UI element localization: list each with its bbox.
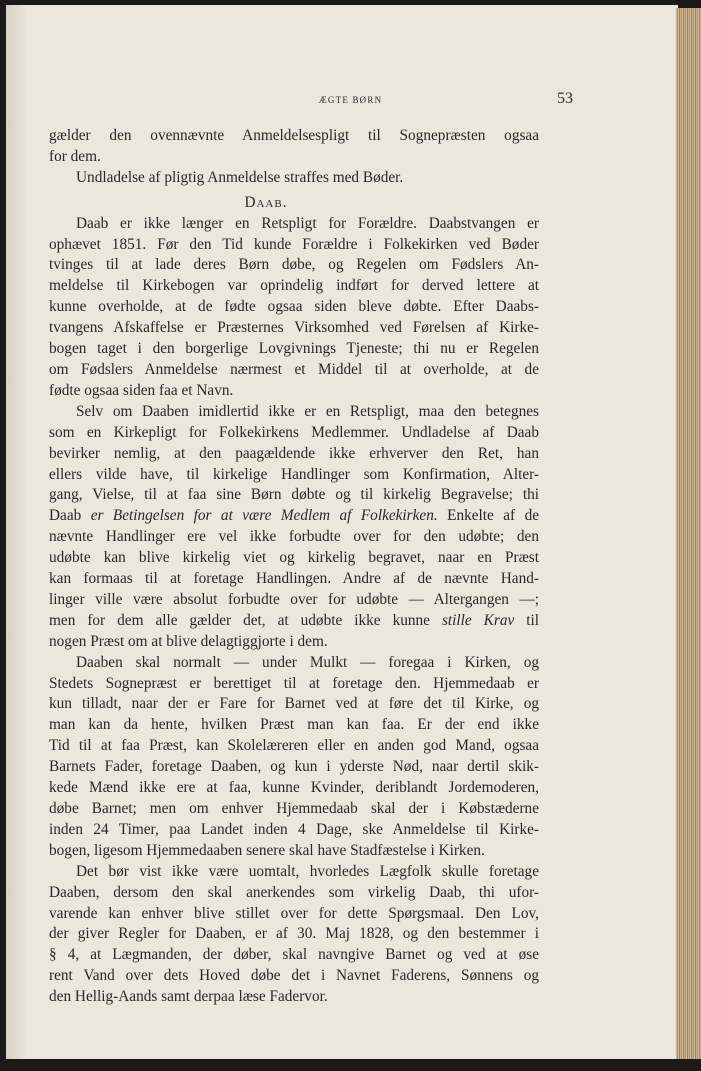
paragraph	[49, 168, 539, 189]
text-line: om Fødslers Anmeldelse nærmest et Middel til at overholde, at de	[49, 360, 539, 378]
text-line: gælder den ovennævnte Anmeldelsespligt til Sognepræsten ogsaa	[49, 127, 539, 144]
paragraph	[49, 126, 539, 168]
paragraph	[49, 862, 539, 1008]
text-line: man kan da hente, hvilken Præst man kan faa. Er der end ikke	[49, 716, 539, 734]
paragraph	[49, 214, 539, 402]
text-line: Daaben, dersom den skal anerkendes som virkelig Daab, thi ufor-	[49, 883, 539, 901]
text-line: udøbte kan blive kirkelig viet og kirkelig begravet, naar en Præst	[49, 549, 539, 567]
text-line: bogen taget i den borgerlige Lovgivnings Tjeneste; thi nu er Regelen	[49, 340, 539, 358]
text-line: kede Mænd ikke ere at faa, kunne Kvinder, deriblandt Jordemoderen,	[49, 779, 539, 797]
text-line: Selv om Daaben imidlertid ikke er en Retspligt, maa den betegnes	[76, 402, 539, 420]
paragraph	[49, 402, 539, 653]
section-heading: Daab.	[244, 193, 288, 211]
text-line: bogen, ligesom Hjemmedaaben senere skal have Stadfæstelse i Kirken.	[49, 841, 485, 859]
text-line: linger ville være absolut forbudte over for udøbte — Altergangen —;	[49, 590, 539, 608]
text-line	[49, 506, 539, 527]
text-line: gang, Vielse, til at faa sine Børn døbte og til kirkelig Begravelse; thi	[49, 486, 539, 504]
book-page-edges	[676, 8, 701, 1071]
text-line: rent Vand over dets Hoved døbe det i Navnet Faderens, Sønnens og	[49, 967, 539, 985]
text-run: til	[514, 611, 539, 629]
text-run: Daab	[49, 507, 91, 525]
text-line: Daaben skal normalt — under Mulkt — foregaa i Kirken, og	[76, 653, 539, 671]
text-line: nævnte Handlinger ere vel ikke forbudte over for den udøbte; den	[49, 528, 539, 546]
text-run: men for dem alle gælder det, at udøbte ikke kunne	[49, 611, 442, 629]
text-line: inden 24 Timer, paa Landet inden 4 Dage, ske Anmeldelse til Kirke-	[49, 820, 539, 838]
text-line: fødte ogsaa siden faa et Navn.	[49, 381, 234, 399]
text-line: Daab er ikke længer en Retspligt for Forældre. Daabstvangen er	[76, 214, 539, 232]
text-line: ellers vilde have, til kirkelige Handlinger som Konfirmation, Alter-	[49, 465, 539, 483]
gutter-shadow	[6, 5, 28, 1059]
page-number: 53	[557, 90, 573, 107]
text-line: meldelse til Kirkebogen var oprindelig indført for derved lettere at	[49, 277, 539, 295]
italic-text-run: stille Krav	[441, 611, 515, 629]
text-line: kan formaas til at foretage Handlingen. Andre af de nævnte Hand-	[49, 570, 539, 588]
text-line: for dem.	[49, 147, 101, 165]
paragraph	[49, 653, 539, 862]
text-line: Stedets Sognepræst er berettiget til at foretage den. Hjemmedaab er	[49, 674, 539, 692]
running-head: ÆGTE BØRN	[318, 95, 383, 105]
italic-text-run: er Betingelsen for at være Medlem af Folkekirken.	[90, 507, 438, 525]
text-line: nogen Præst om at blive delagtiggjorte i dem.	[49, 632, 328, 650]
text-line: som en Kirkepligt for Folkekirkens Medlemmer. Undladelse af Daab	[49, 423, 539, 441]
text-line: den Hellig-Aands samt derpaa læse Fadervor.	[49, 988, 328, 1006]
scan-bottom-border	[0, 1059, 701, 1071]
text-line: Undladelse af pligtig Anmeldelse straffes med Bøder.	[76, 168, 404, 186]
text-line: kunne overholde, at de fødte ogsaa siden bleve døbte. Efter Daabs-	[49, 298, 539, 316]
text-line: Barnets Fader, foretage Daaben, og kun i yderste Nød, naar dertil skik-	[49, 758, 539, 776]
text-line: bevirker nemlig, at den paagældende ikke erhverver den Ret, han	[49, 444, 539, 462]
text-line: kun tilladt, naar der er Fare for Barnet ved at føre det til Kirke, og	[49, 695, 539, 713]
text-line: Det bør vist ikke være uomtalt, hvorledes Lægfolk skulle foretage	[76, 862, 539, 880]
text-line: der giver Regler for Daaben, er af 30. Maj 1828, og den bestemmer i	[49, 925, 539, 943]
text-line: tvangens Afskaffelse er Præsternes Virksomhed ved Førelsen af Kirke-	[49, 319, 539, 337]
text-body	[49, 126, 539, 1008]
text-line: varende kan enhver blive stillet over for dette Spørgsmaal. Den Lov,	[49, 904, 539, 922]
text-run: Enkelte af de	[437, 507, 540, 525]
text-line: § 4, at Lægmanden, der døber, skal navngive Barnet og ved at øse	[49, 946, 539, 964]
text-line	[49, 611, 539, 632]
text-line: tvinges til at lade deres Børn døbe, og Regelen om Fødslers An-	[49, 256, 539, 274]
text-line: Tid til at faa Præst, kan Skolelæreren eller en anden god Mand, ogsaa	[49, 737, 539, 755]
text-line: ophævet 1851. Før den Tid kunde Forældre i Folkekirken ved Bøder	[49, 235, 539, 253]
text-line: døbe Barnet; men om enhver Hjemmedaab skal der i Købstæderne	[49, 800, 539, 817]
